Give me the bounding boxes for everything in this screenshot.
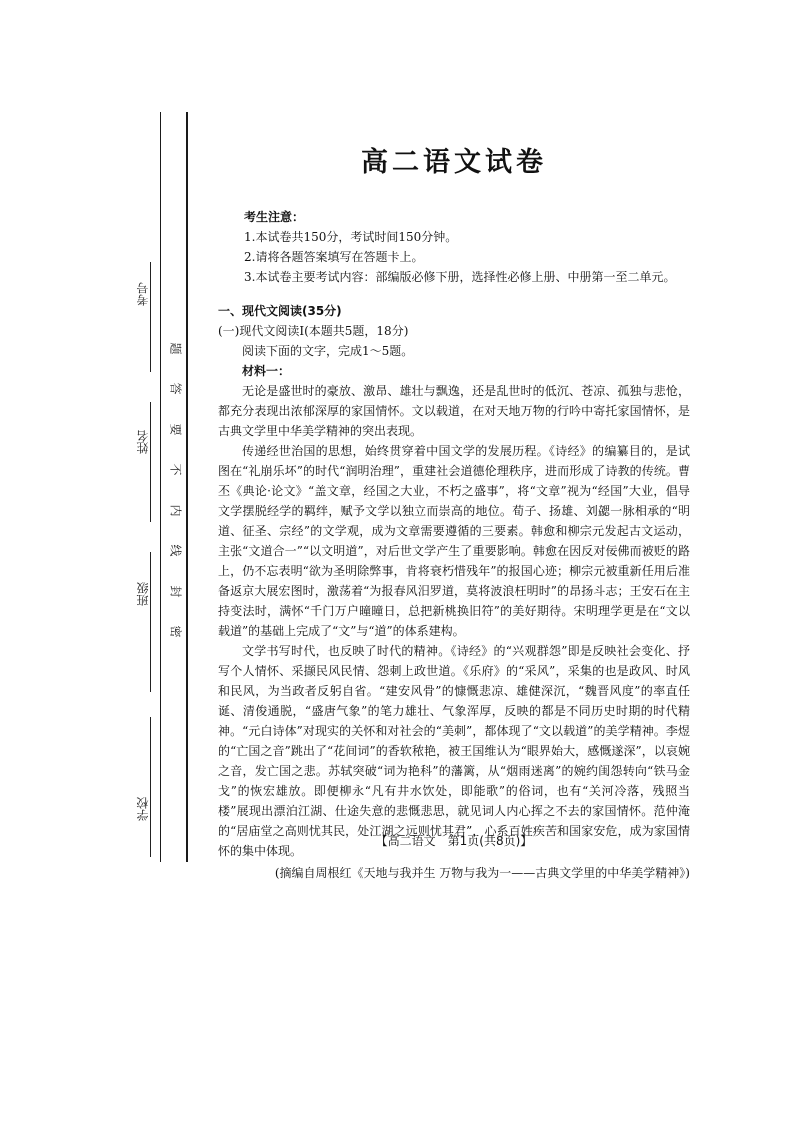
page-title: 高二语文试卷 [361, 147, 547, 178]
field-label: 学校 [136, 797, 150, 821]
warning-char: 题 [168, 342, 183, 355]
school-field[interactable] [120, 717, 160, 862]
class-field[interactable] [120, 552, 160, 702]
exam-number-field[interactable] [120, 262, 160, 382]
paragraph: 无论是盛世时的豪放、激昂、雄壮与飘逸，还是乱世时的低沉、苍凉、孤独与悲怆，都充分表现出浓郁深厚的家国情怀。文以载道，在对天地万物的行吟中寄托家国情怀，是古典文学里中华美学精神的突出表现。 [218, 384, 690, 438]
binding-line-inner [160, 112, 161, 862]
exam-content [218, 140, 690, 883]
warning-char: 线 [168, 544, 183, 557]
field-label: 班级 [136, 582, 150, 606]
warning-char: 不 [168, 463, 183, 476]
warning-char: 要 [168, 423, 183, 436]
paragraph: 文学书写时代，也反映了时代的精神。《诗经》的“兴观群怨”即是反映社会变化、抒写个人情怀、采撷民风民情、怨刺上政世道。《乐府》的“采风”，采集的也是政风、时风和民风，为当政者反躬自省。“建安风骨”的慷慨悲凉、雄健深沉，“魏晋风度”的率直任诞、清俊通脱，“盛唐气象”的笔力雄壮、气象浑厚，反映的都是不同历史时期的时代精神。“元白诗体”对现实的关怀和对社会的“美刺”，都体现了“文以载道”的美学精神。李煜的“亡国之音”跳出了“花间词”的香软秾艳，被王国维认为“眼界始大，感慨遂深”，以哀婉之音，发亡国之悲。苏轼突破“词为艳科”的藩篱，从“烟雨迷离”的婉约闺怨转向“铁马金戈”的恢宏雄放。即便柳永“凡有井水饮处，即能歌”的俗词，也有“关河冷落，残照当楼”展现出漂泊江湖、仕途失意的悲慨悲思，就见词人内心挥之不去的家国情怀。范仲淹的“居庙堂之高则忧其民，处江湖之远则忧其君”，心系百姓疾苦和国家安危，成为家国情怀的集中体现。 [218, 644, 690, 858]
reading-instruction: 阅读下面的文字，完成1～5题。 [242, 344, 414, 358]
notice-heading: 考生注意： [244, 210, 305, 224]
field-label: 姓名 [136, 430, 150, 454]
binding-fields [120, 112, 160, 862]
material-label: 材料一： [242, 364, 291, 378]
notice-item: 3.本试卷主要考试内容：部编版必修下册，选择性必修上册、中册第一至二单元。 [244, 270, 676, 284]
source-citation: (摘编自周根红《天地与我并生 万物与我为一——古典文学里的中华美学精神》) [274, 866, 690, 880]
field-underline [150, 402, 151, 522]
warning-char: 封 [168, 585, 183, 598]
field-underline [150, 262, 151, 372]
warning-char: 内 [168, 504, 183, 517]
notice-block [218, 207, 690, 287]
field-underline [150, 552, 151, 692]
notice-item: 1.本试卷共150分，考试时间150分钟。 [244, 230, 458, 244]
name-field[interactable] [120, 402, 160, 532]
page-footer: 【高二语文 第1页(共8页)】 [375, 834, 533, 848]
paragraph: 传递经世治国的思想，始终贯穿着中国文学的发展历程。《诗经》的编纂目的，是试图在“礼崩乐坏”的时代“润明治理”，重建社会道德伦理秩序，进而形成了诗教的传统。曹丕《典论·论文》“盖文章，经国之大业，不朽之盛事”，将“文章”视为“经国”大业，倡导文学摆脱经学的羁绊，赋予文学以独立而崇高的地位。荀子、扬雄、刘勰一脉相承的“明道、征圣、宗经”的文学观，成为文章需要遵循的三要素。韩愈和柳宗元发起古文运动，主张“文道合一”“以文明道”，对后世文学产生了重要影响。韩愈在因反对佞佛而被贬的路上，仍不忘表明“欲为圣明除弊事，肯将衰朽惜残年”的报国心迹；柳宗元被重新任用后准备返京大展宏图时，激荡着“为报春风汨罗道，莫将波浪枉明时”的昂扬斗志；王安石在主持变法时，满怀“千门万户曈曈日，总把新桃换旧符”的美好期待。宋明理学更是在“文以载道”的基础上完成了“文”与“道”的体系建构。 [218, 444, 690, 638]
notice-item: 2.请将各题答案填写在答题卡上。 [244, 250, 424, 264]
field-underline [150, 717, 151, 857]
section-heading: 一、现代文阅读(35分) [218, 304, 342, 318]
subsection-heading: (一)现代文阅读Ⅰ(本题共5题，18分) [218, 324, 409, 338]
field-label: 考号 [136, 282, 150, 306]
warning-char: 答 [168, 382, 183, 395]
warning-char: 密 [168, 625, 183, 638]
binding-warning [168, 340, 184, 640]
binding-line-outer [186, 112, 188, 862]
